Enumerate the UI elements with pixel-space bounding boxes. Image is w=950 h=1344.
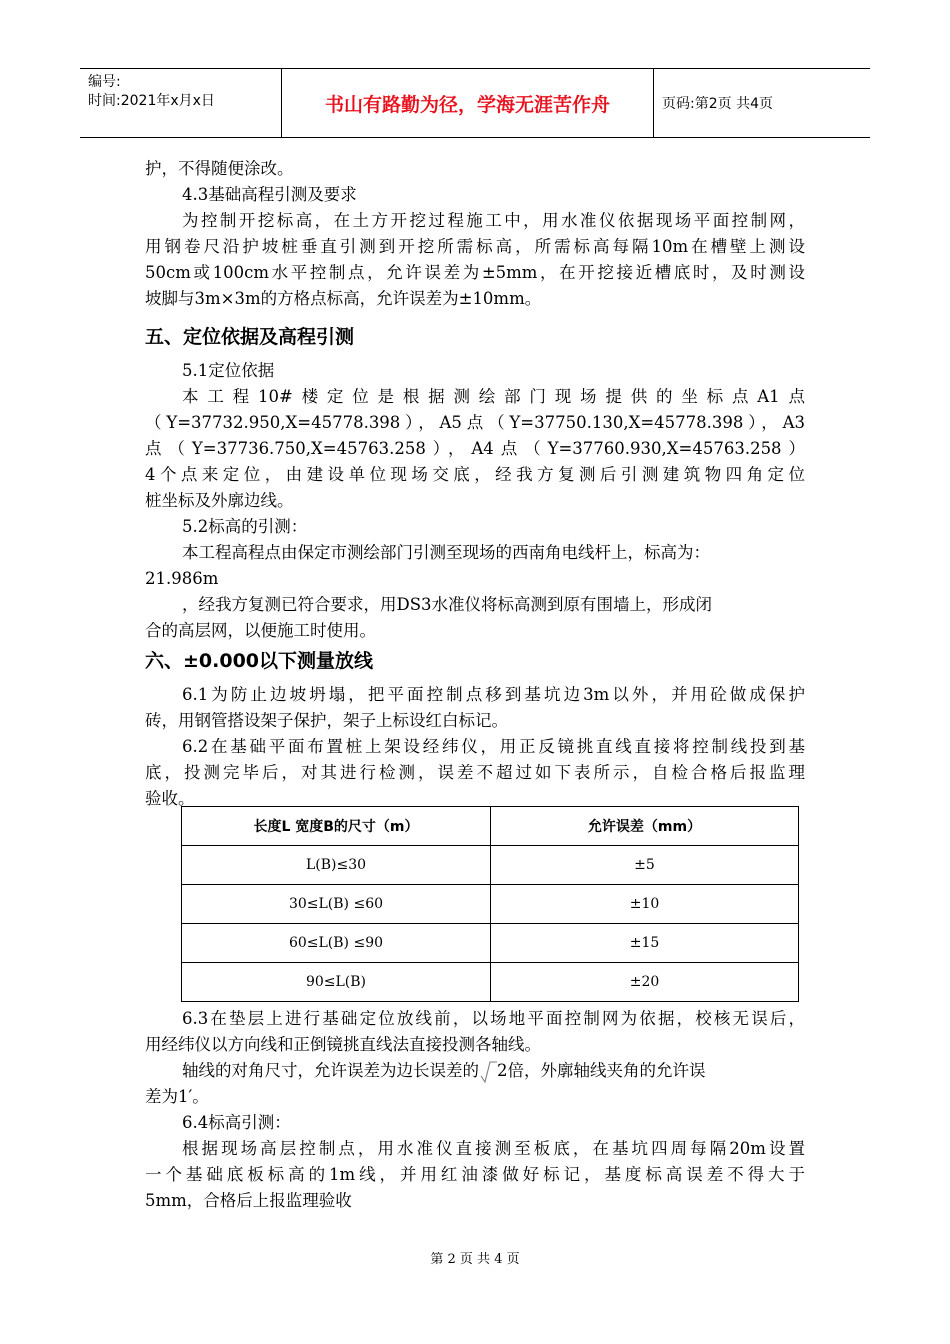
paragraph-line: 5mm，合格后上报监理验收 — [145, 1191, 352, 1210]
page-footer: 第 2 页 共 4 页 — [430, 1252, 520, 1267]
heading-section-6: 六、±0.000以下测量放线 — [145, 650, 374, 672]
header-number: 编号: — [88, 74, 121, 90]
header-info — [80, 69, 282, 137]
paragraph-line: 50cm或100cm水平控制点，允许误差为±5mm，在开挖接近槽底时，及时测设 — [145, 263, 805, 282]
heading-section-5: 五、定位依据及高程引测 — [145, 326, 355, 348]
text-fragment: 2倍，外廓轴线夹角的允许误 — [497, 1061, 706, 1080]
paragraph-line: 点（Y=37736.750,X=45763.258），A4点（Y=37760.930,X=45763.258） — [145, 439, 805, 458]
paragraph-line: 坡脚与3m×3m的方格点标高，允许误差为±10mm。 — [145, 289, 542, 308]
table-header-cell: 允许误差（mm） — [491, 807, 799, 846]
paragraph-line: 砖，用钢管搭设架子保护，架子上标设红白标记。 — [145, 711, 508, 730]
text-fragment: 轴线的对角尺寸，允许误差为边长误差的 — [182, 1061, 479, 1080]
section-6-4-title: 6.4标高引测： — [182, 1113, 291, 1132]
header-date: 时间:2021年x月x日 — [88, 93, 215, 109]
table-row — [182, 885, 799, 924]
table-cell: ±5 — [491, 846, 799, 885]
header-page-number: 页码:第2页 共4页 — [662, 96, 773, 112]
paragraph-line: 护，不得随便涂改。 — [145, 159, 294, 178]
table-header-cell: 长度L 宽度B的尺寸（m） — [182, 807, 491, 846]
sqrt-symbol-icon — [479, 1058, 497, 1084]
table-header-row — [182, 807, 799, 846]
table-cell: ±10 — [491, 885, 799, 924]
header-motto: 书山有路勤为径，学海无涯苦作舟 — [282, 69, 654, 137]
paragraph-line — [145, 1058, 805, 1084]
paragraph-line: 合的高层网，以便施工时使用。 — [145, 621, 376, 640]
table-row — [182, 924, 799, 963]
paragraph-line: 本工程高程点由保定市测绘部门引测至现场的西南角电线杆上，标高为： — [182, 543, 710, 562]
table-cell: 30≤L(B) ≤60 — [182, 885, 491, 924]
paragraph-line: 用经纬仪以方向线和正倒镜挑直线法直接投测各轴线。 — [145, 1035, 541, 1054]
paragraph-line: 验收。 — [145, 789, 195, 808]
table-cell: 90≤L(B) — [182, 963, 491, 1002]
paragraph-line: 6.3在垫层上进行基础定位放线前，以场地平面控制网为依据，校核无误后， — [182, 1009, 805, 1028]
paragraph-line: 为控制开挖标高，在土方开挖过程施工中，用水准仪依据现场平面控制网， — [182, 211, 805, 230]
paragraph-line: （Y=37732.950,X=45778.398），A5点（Y=37750.130,X=45778.398），A3 — [145, 413, 805, 432]
section-5-1-title: 5.1定位依据 — [182, 361, 275, 380]
paragraph-line: ，经我方复测已符合要求，用DS3水准仪将标高测到原有围墙上，形成闭 — [182, 595, 713, 614]
paragraph-line: 根据现场高层控制点，用水准仪直接测至板底，在基坑四周每隔20m设置 — [182, 1139, 805, 1158]
paragraph-line: 本工程10#楼定位是根据测绘部门现场提供的坐标点A1点 — [182, 387, 805, 406]
paragraph-line: 6.1为防止边坡坍塌，把平面控制点移到基坑边3m以外，并用砼做成保护 — [182, 685, 805, 704]
paragraph-line: 21.986m — [145, 569, 219, 588]
table-cell: L(B)≤30 — [182, 846, 491, 885]
table-cell: ±15 — [491, 924, 799, 963]
paragraph-line: 用钢卷尺沿护坡桩垂直引测到开挖所需标高，所需标高每隔10m在槽壁上测设 — [145, 237, 805, 256]
table-cell: 60≤L(B) ≤90 — [182, 924, 491, 963]
page-header — [80, 68, 870, 138]
section-4-3-title: 4.3基础高程引测及要求 — [182, 185, 357, 204]
paragraph-line: 桩坐标及外廓边线。 — [145, 491, 294, 510]
table-row — [182, 846, 799, 885]
paragraph-line: 4个点来定位，由建设单位现场交底，经我方复测后引测建筑物四角定位 — [145, 465, 805, 484]
table-row — [182, 963, 799, 1002]
paragraph-line: 差为1′。 — [145, 1087, 209, 1106]
section-5-2-title: 5.2标高的引测： — [182, 517, 308, 536]
table-cell: ±20 — [491, 963, 799, 1002]
tolerance-table — [181, 806, 799, 1002]
paragraph-line: 6.2在基础平面布置桩上架设经纬仪，用正反镜挑直线直接将控制线投到基 — [182, 737, 805, 756]
paragraph-line: 底，投测完毕后，对其进行检测，误差不超过如下表所示，自检合格后报监理 — [145, 763, 805, 782]
paragraph-line: 一个基础底板标高的1m线，并用红油漆做好标记，基度标高误差不得大于 — [145, 1165, 805, 1184]
